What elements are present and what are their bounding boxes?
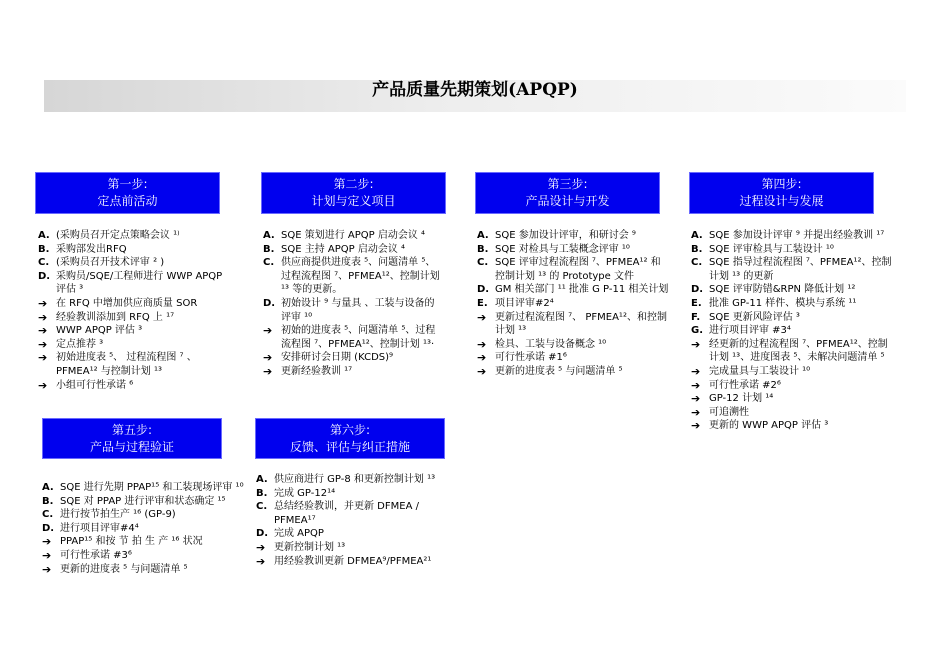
item-text: 更新控制计划 ¹³	[274, 541, 346, 553]
item-text: 采购部发出RFQ	[56, 243, 127, 255]
step-2-subtitle: 计划与定义项目	[311, 194, 396, 208]
item-text: PPAP¹⁵ 和按 节 拍 生 产 ¹⁶ 状况	[60, 536, 203, 548]
step-6-list	[256, 473, 456, 568]
item-text: 小组可行性承诺 ⁶	[56, 379, 134, 391]
item-text: SQE 评审防错&RPN 降低计划 ¹²	[709, 284, 856, 296]
step-3-item	[477, 297, 669, 311]
step-5-item	[42, 495, 247, 509]
step-2-item	[263, 256, 443, 297]
step-2-item	[263, 243, 443, 257]
item-text: 批准 GP-11 样件、模块与系统 ¹¹	[709, 297, 857, 309]
step-5-title: 第五步:	[111, 423, 153, 437]
step-4-title: 第四步:	[761, 177, 802, 191]
arrow-icon: ➔	[42, 535, 52, 549]
step-4-list	[691, 229, 896, 433]
item-text: 初始的进度表 ⁵、问题清单 ⁵、过程流程图 ⁷、PFMEA¹²、控制计划 ¹³·	[281, 325, 436, 350]
item-marker: B.	[691, 243, 703, 255]
step-3-item	[477, 243, 669, 257]
step-3-list	[477, 229, 669, 379]
item-marker: B.	[42, 495, 54, 507]
item-text: 更新过程流程图 ⁷、 PFMEA¹²、和控制计划 ¹³	[495, 311, 667, 337]
item-marker: D.	[477, 284, 490, 296]
step-5-header	[42, 418, 222, 459]
page-title: 产品质量先期策划(APQP)	[372, 80, 578, 100]
step-4-item	[691, 297, 896, 311]
step-1-item	[38, 243, 223, 257]
step-6-item	[256, 487, 456, 501]
step-5-item	[42, 535, 247, 549]
item-text: 检具、工装与设备概念 ¹⁰	[495, 338, 607, 350]
item-text: 安排研讨会日期 (KCDS)⁹	[281, 352, 394, 364]
step-1-item	[38, 256, 223, 270]
arrow-icon: ➔	[477, 364, 487, 378]
item-marker: A.	[256, 474, 268, 485]
item-marker: B.	[477, 243, 489, 255]
item-marker: D.	[42, 522, 55, 534]
step-5-item	[42, 549, 247, 563]
step-2-list	[263, 229, 443, 379]
step-4-item	[691, 311, 896, 325]
item-marker: C.	[263, 257, 275, 269]
step-1-title: 第一步:	[107, 177, 148, 191]
item-marker: A.	[691, 230, 703, 241]
item-text: 经更新的过程流程图 ⁷、PFMEA¹²、控制计划 ¹³、进度图表 ⁵、未解决问题清单 ⁵	[709, 338, 888, 364]
step-1-item	[38, 311, 223, 325]
step-4-item	[691, 243, 896, 257]
step-6-item	[256, 473, 456, 487]
step-2-item	[263, 229, 443, 243]
arrow-icon: ➔	[691, 364, 701, 378]
step-4-item	[691, 392, 896, 406]
item-text: (采购员召开定点策略会议 ¹⁾	[56, 230, 180, 241]
arrow-icon: ➔	[691, 405, 701, 419]
item-text: SQE 评审过程流程图 ⁷、PFMEA¹² 和控制计划 ¹³ 的 Prototype 文件	[495, 257, 661, 282]
step-1-item	[38, 324, 223, 338]
item-text: WWP APQP 评估 ³	[56, 325, 143, 337]
item-text: 可追溯性	[709, 406, 749, 418]
item-marker: E.	[477, 297, 488, 309]
item-marker: F.	[691, 311, 701, 323]
step-2-item	[263, 297, 443, 324]
item-marker: G.	[691, 325, 704, 337]
item-text: SQE 指导过程流程图 ⁷、PFMEA¹²、控制计划 ¹³ 的更新	[709, 257, 892, 282]
item-text: 进行按节拍生产 ¹⁶ (GP-9)	[60, 509, 176, 521]
item-text: (采购员召开技术评审 ² )	[56, 257, 165, 269]
item-text: SQE 参加设计评审 ⁹ 并提出经验教训 ¹⁷	[709, 230, 885, 241]
item-text: SQE 对检具与工装概念评审 ¹⁰	[495, 243, 630, 255]
step-5-list	[42, 481, 247, 576]
arrow-icon: ➔	[256, 540, 266, 554]
step-2-item	[263, 324, 443, 351]
item-text: 经验教训添加到 RFQ 上 ¹⁷	[56, 311, 175, 323]
step-3-item	[477, 256, 669, 283]
step-3-item	[477, 311, 669, 338]
item-marker: B.	[256, 487, 268, 499]
step-3-item	[477, 229, 669, 243]
item-text: SQE 评审检具与工装设计 ¹⁰	[709, 243, 834, 255]
item-marker: A.	[38, 230, 50, 241]
item-text: SQE 更新风险评估 ³	[709, 311, 800, 323]
step-4-item	[691, 338, 896, 365]
step-1-list	[38, 229, 223, 392]
step-2-item	[263, 365, 443, 379]
item-text: 完成量具与工装设计 ¹⁰	[709, 365, 811, 377]
item-text: 供应商提供进度表 ⁵、问题清单 ⁵、过程流程图 ⁷、PFMEA¹²、控制计划 ¹³ 等的更新。	[281, 257, 440, 296]
arrow-icon: ➔	[38, 296, 48, 310]
item-marker: D.	[691, 284, 704, 296]
step-4-item	[691, 419, 896, 433]
item-text: 初始进度表 ⁵、 过程流程图 ⁷ 、PFMEA¹² 与控制计划 ¹³	[56, 352, 197, 377]
arrow-icon: ➔	[38, 378, 48, 392]
step-1-header	[35, 172, 220, 214]
step-4-header	[689, 172, 874, 214]
step-1-item	[38, 379, 223, 393]
step-3-title: 第三步:	[547, 177, 588, 191]
item-text: 更新的 WWP APQP 评估 ³	[709, 420, 829, 432]
step-5-subtitle: 产品与过程验证	[89, 440, 174, 454]
item-marker: C.	[477, 257, 489, 269]
item-text: 项目评审#2⁴	[495, 297, 554, 309]
arrow-icon: ➔	[38, 351, 48, 365]
item-text: SQE 主持 APQP 启动会议 ⁴	[281, 243, 406, 255]
arrow-icon: ➔	[477, 310, 487, 324]
arrow-icon: ➔	[263, 324, 273, 338]
step-4-item	[691, 229, 896, 243]
step-3-item	[477, 365, 669, 379]
arrow-icon: ➔	[38, 324, 48, 338]
item-text: SQE 参加设计评审，和研讨会 ⁹	[495, 230, 636, 241]
step-6-title: 第六步:	[329, 423, 371, 437]
item-text: 定点推荐 ³	[56, 338, 104, 350]
step-3-header	[475, 172, 660, 214]
arrow-icon: ➔	[691, 419, 701, 433]
item-text: SQE 对 PPAP 进行评审和状态确定 ¹⁵	[60, 495, 226, 507]
step-1-item	[38, 297, 223, 311]
arrow-icon: ➔	[38, 337, 48, 351]
step-4-item	[691, 283, 896, 297]
step-5-item	[42, 481, 247, 495]
step-6-header	[255, 418, 445, 459]
item-text: 进行项目评审#4⁴	[60, 522, 139, 534]
step-3-subtitle: 产品设计与开发	[525, 194, 610, 208]
step-1-item	[38, 270, 223, 297]
item-text: 用经验教训更新 DFMEA⁹/PFMEA²¹	[274, 555, 432, 567]
item-marker: A.	[477, 230, 489, 241]
step-2-header	[261, 172, 446, 214]
step-3-item	[477, 338, 669, 352]
arrow-icon: ➔	[691, 378, 701, 392]
item-marker: B.	[38, 243, 50, 255]
item-marker: D.	[263, 297, 276, 309]
item-text: 可行性承诺 #1⁶	[495, 352, 567, 364]
step-5-item	[42, 508, 247, 522]
item-text: 可行性承诺 #2⁶	[709, 379, 781, 391]
item-marker: A.	[42, 482, 54, 493]
item-text: 进行项目评审 #3⁴	[709, 325, 791, 337]
item-marker: B.	[263, 243, 275, 255]
item-marker: D.	[256, 528, 269, 540]
step-4-item	[691, 256, 896, 283]
step-6-item	[256, 500, 456, 527]
step-2-item	[263, 351, 443, 365]
step-1-item	[38, 351, 223, 378]
step-5-item	[42, 563, 247, 577]
step-1-subtitle: 定点前活动	[97, 194, 158, 208]
item-text: 供应商进行 GP-8 和更新控制计划 ¹³	[274, 474, 436, 485]
item-text: 更新的进度表 ⁵ 与问题清单 ⁵	[495, 365, 623, 377]
step-6-item	[256, 555, 456, 569]
arrow-icon: ➔	[38, 310, 48, 324]
item-text: GP-12 计划 ¹⁴	[709, 393, 774, 405]
item-text: 可行性承诺 #3⁶	[60, 549, 132, 561]
step-4-item	[691, 379, 896, 393]
arrow-icon: ➔	[477, 351, 487, 365]
item-text: SQE 策划进行 APQP 启动会议 ⁴	[281, 230, 426, 241]
step-3-item	[477, 283, 669, 297]
step-1-item	[38, 338, 223, 352]
item-text: GM 相关部门 ¹¹ 批准 G P-11 相关计划	[495, 284, 669, 296]
item-text: 初始设计 ⁹ 与量具 、工装与设备的 评审 ¹⁰	[281, 297, 435, 323]
step-4-subtitle: 过程设计与发展	[739, 194, 824, 208]
item-text: 完成 GP-12¹⁴	[274, 487, 336, 499]
step-4-item	[691, 406, 896, 420]
item-marker: A.	[263, 230, 275, 241]
step-2-title: 第二步:	[333, 177, 374, 191]
item-text: 总结经验教训，并更新 DFMEA / PFMEA¹⁷	[274, 501, 419, 526]
arrow-icon: ➔	[691, 337, 701, 351]
item-text: 采购员/SQE/工程师进行 WWP APQP评估 ³	[56, 270, 223, 296]
step-3-item	[477, 351, 669, 365]
arrow-icon: ➔	[477, 337, 487, 351]
item-text: 在 RFQ 中增加供应商质量 SOR	[56, 297, 198, 309]
step-5-item	[42, 522, 247, 536]
item-text: 更新的进度表 ⁵ 与问题清单 ⁵	[60, 563, 188, 575]
step-6-item	[256, 541, 456, 555]
item-marker: D.	[38, 270, 51, 282]
item-text: 更新经验教训 ¹⁷	[281, 365, 353, 377]
step-6-subtitle: 反馈、评估与纠正措施	[289, 440, 410, 454]
arrow-icon: ➔	[263, 351, 273, 365]
item-marker: C.	[691, 257, 703, 269]
item-marker: E.	[691, 297, 702, 309]
step-4-item	[691, 324, 896, 338]
arrow-icon: ➔	[691, 392, 701, 406]
item-marker: C.	[42, 509, 54, 521]
arrow-icon: ➔	[256, 554, 266, 568]
arrow-icon: ➔	[263, 364, 273, 378]
item-text: SQE 进行先期 PPAP¹⁵ 和工装现场评审 ¹⁰	[60, 482, 244, 493]
arrow-icon: ➔	[42, 548, 52, 562]
step-6-item	[256, 527, 456, 541]
step-4-item	[691, 365, 896, 379]
item-marker: C.	[38, 257, 50, 269]
step-1-item	[38, 229, 223, 243]
item-text: 完成 APQP	[274, 528, 324, 540]
item-marker: C.	[256, 501, 268, 513]
arrow-icon: ➔	[42, 562, 52, 576]
